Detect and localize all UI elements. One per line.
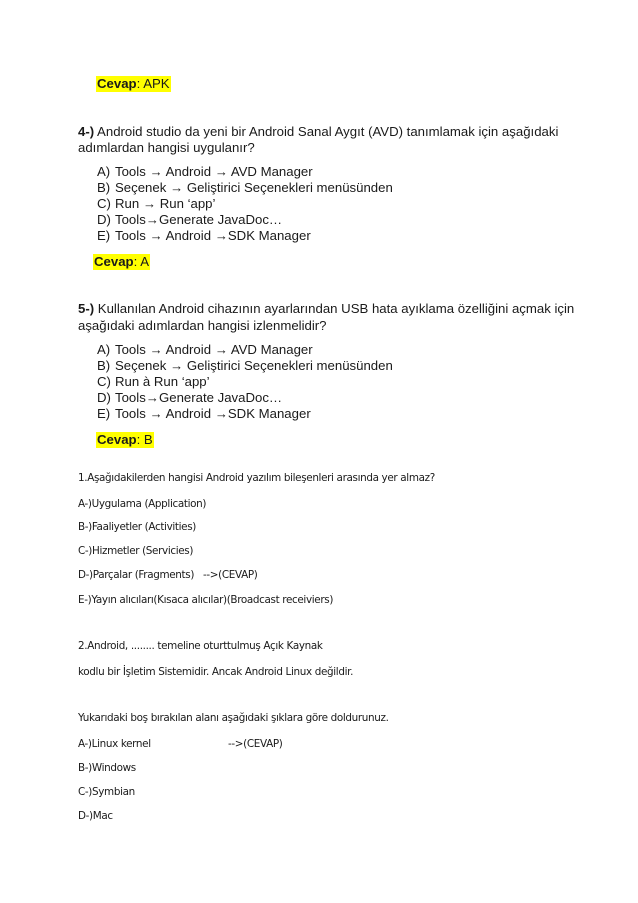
q1-option-c: C-)Hizmetler (Servicies) [78, 545, 194, 557]
question-number: 5-) [78, 301, 95, 316]
answer-value: : APK [136, 76, 170, 91]
question-5-line1 [78, 301, 574, 317]
question-text: Kullanılan Android cihazının ayarlarından USB hata ayıklama özelliğini açmak için [94, 301, 575, 316]
answer-5 [96, 432, 154, 448]
question-5-options [97, 342, 393, 422]
q2-option-a: A-)Linux kernel [78, 738, 151, 750]
question-4-line1 [78, 124, 558, 140]
answer-label: Cevap [97, 76, 137, 91]
option-a: A) Tools → Android → AVD Manager [97, 164, 313, 179]
q1-option-b: B-)Faaliyetler (Activities) [78, 521, 196, 533]
option-d: D) Tools→Generate JavaDoc… [97, 390, 283, 405]
option-d: D) Tools→Generate JavaDoc… [97, 212, 283, 227]
q2-option-d: D-)Mac [78, 810, 113, 822]
question-2-instruction: Yukarıdaki boş bırakılan alanı aşağıdaki şıklara göre doldurunuz. [78, 712, 389, 724]
question-1-text: 1.Aşağıdakilerden hangisi Android yazılım bileşenleri arasında yer almaz? [78, 472, 435, 484]
option-c: C) Run à Run ‘app’ [97, 374, 210, 389]
answer-apk [96, 76, 171, 92]
q1-option-d: D-)Parçalar (Fragments) [78, 569, 195, 581]
option-b: B) Seçenek → Geliştirici Seçenekleri menüsünden [97, 358, 393, 373]
option-c: C) Run → Run ‘app’ [97, 196, 216, 211]
answer-4 [93, 254, 150, 270]
answer-value: : A [133, 254, 149, 269]
question-4-options [97, 164, 393, 244]
option-e: E) Tools → Android →SDK Manager [97, 228, 311, 243]
question-text: Android studio da yeni bir Android Sanal Aygıt (AVD) tanımlamak için aşağıdaki [94, 124, 559, 139]
option-e: E) Tools → Android →SDK Manager [97, 406, 311, 421]
q1-answer-mark: -->(CEVAP) [203, 569, 258, 581]
option-a: A) Tools → Android → AVD Manager [97, 342, 313, 357]
question-2-line1: 2.Android, ........ temeline oturttulmuş Açık Kaynak [78, 640, 323, 652]
answer-label: Cevap [97, 432, 137, 447]
q1-option-a: A-)Uygulama (Application) [78, 498, 207, 510]
q2-option-c: C-)Symbian [78, 786, 135, 798]
question-5-line2: aşağıdaki adımlardan hangisi izlenmelidir? [78, 318, 327, 333]
question-2-line2: kodlu bir İşletim Sistemidir. Ancak Android Linux değildir. [78, 666, 354, 678]
q1-option-e: E-)Yayın alıcıları(Kısaca alıcılar)(Broadcast receiviers) [78, 594, 334, 606]
answer-value: : B [136, 432, 153, 447]
q2-answer-mark: -->(CEVAP) [228, 738, 283, 750]
question-4-line2: adımlardan hangisi uygulanır? [78, 140, 255, 155]
answer-label: Cevap [94, 254, 134, 269]
q2-option-b: B-)Windows [78, 762, 136, 774]
question-number: 4-) [78, 124, 95, 139]
option-b: B) Seçenek → Geliştirici Seçenekleri menüsünden [97, 180, 393, 195]
